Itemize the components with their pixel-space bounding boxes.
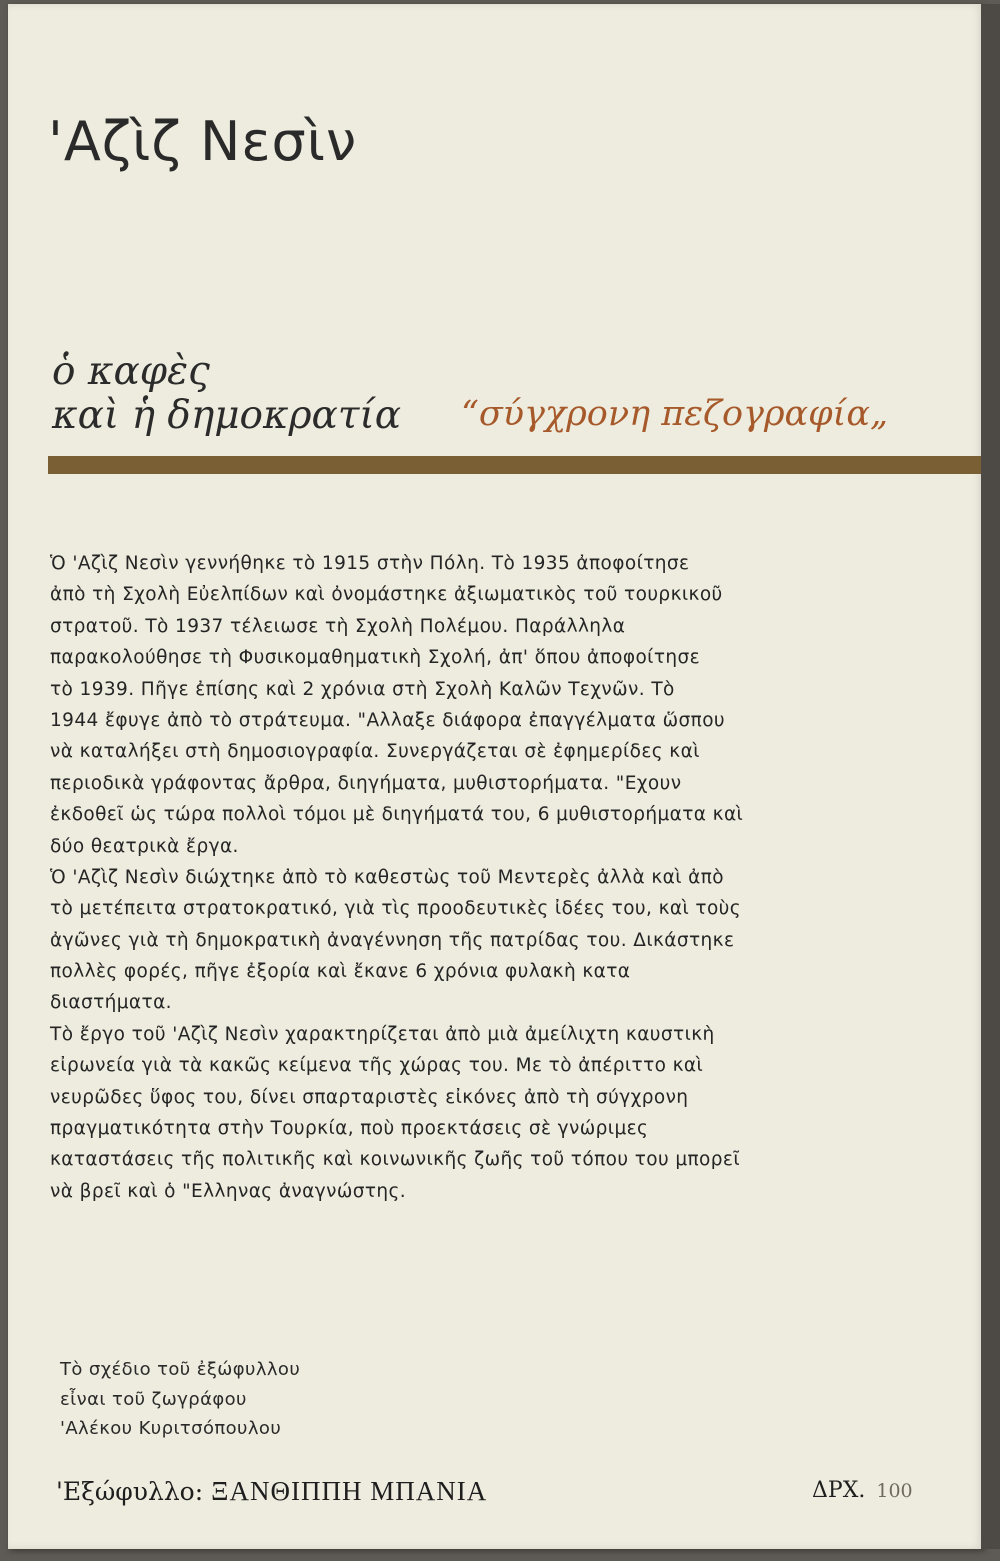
bio-line: τὸ 1939. Πῆγε ἐπίσης καὶ 2 χρόνια στὴ Σχολὴ Καλῶν Τεχνῶν. Τὸ bbox=[50, 678, 675, 700]
bio-line: περιοδικὰ γράφοντας ἄρθρα, διηγήματα, μυθιστορήματα. "Εχουν bbox=[50, 772, 682, 794]
bio-line: Ὁ 'Αζὶζ Νεσὶν διώχτηκε ἀπὸ τὸ καθεστὼς τοῦ Μεντερὲς ἀλλὰ καὶ ἀπὸ bbox=[50, 866, 725, 888]
bio-line: νὰ βρεῖ καὶ ὁ "Ελληνας ἀναγνώστης. bbox=[50, 1180, 407, 1202]
bio-line: ἀγῶνες γιὰ τὴ δημοκρατικὴ ἀναγέννηση τῆς πατρίδας του. Δικάστηκε bbox=[50, 929, 735, 951]
bio-line: καταστάσεις τῆς πολιτικῆς καὶ κοινωνικῆς ζωῆς τοῦ τόπου του μπορεῖ bbox=[50, 1149, 740, 1171]
illustration-credit bbox=[60, 1355, 300, 1444]
cover-credit-label: 'Εξώφυλλο: bbox=[56, 1477, 204, 1506]
price-amount: 100 bbox=[876, 1480, 913, 1502]
bio-line: ἀπὸ τὴ Σχολὴ Εὐελπίδων καὶ ὀνομάστηκε ἀξιωματικὸς τοῦ τουρκικοῦ bbox=[50, 584, 723, 606]
cover-design-credit bbox=[56, 1476, 487, 1507]
author-name: 'Αζὶζ Νεσὶν bbox=[48, 110, 358, 173]
bio-line: Τὸ ἔργο τοῦ 'Αζὶζ Νεσὶν χαρακτηρίζεται ἀπὸ μιὰ ἀμείλιχτη καυστικὴ bbox=[50, 1023, 715, 1045]
bio-line: Ὁ 'Αζὶζ Νεσὶν γεννήθηκε τὸ 1915 στὴν Πόλη. Τὸ 1935 ἀποφοίτησε bbox=[50, 553, 690, 574]
bio-line: παρακολούθησε τὴ Φυσικομαθηματικὴ Σχολή, ἀπ' ὅπου ἀποφοίτησε bbox=[50, 647, 701, 669]
bio-line: διαστήματα. bbox=[50, 992, 172, 1014]
price-currency: ΔΡΧ. bbox=[812, 1478, 866, 1503]
author-biography bbox=[50, 548, 955, 1207]
book-title bbox=[52, 350, 401, 438]
illustration-credit-line-2: εἶναι τοῦ ζωγράφου bbox=[60, 1388, 247, 1410]
bio-line: στρατοῦ. Τὸ 1937 τέλειωσε τὴ Σχολὴ Πολέμου. Παράλληλα bbox=[50, 615, 626, 637]
series-name: “σύγχρονη πεζογραφία„ bbox=[461, 394, 889, 434]
bio-line: πραγματικότητα στὴν Τουρκία, ποὺ προεκτάσεις σὲ γνώριμες bbox=[50, 1118, 649, 1140]
bio-line: τὸ μετέπειτα στρατοκρατικό, γιὰ τὶς προοδευτικὲς ἰδέες του, καὶ τοὺς bbox=[50, 898, 742, 920]
bio-line: εἰρωνεία γιὰ τὰ κακῶς κείμενα τῆς χώρας του. Με τὸ ἀπέριττο καὶ bbox=[50, 1055, 704, 1077]
bio-line: νευρῶδες ὕφος του, δίνει σπαρταριστὲς εἰκόνες ἀπὸ τὴ σύγχρονη bbox=[50, 1086, 689, 1108]
book-title-line-2: καὶ ἡ δημοκρατία bbox=[52, 393, 402, 438]
bio-line: δύο θεατρικὰ ἔργα. bbox=[50, 835, 239, 857]
cover-credit-artist: ΞΑΝΘΙΠΠΗ ΜΠΑΝΙΑ bbox=[211, 1476, 488, 1506]
bio-line: 1944 ἔφυγε ἀπὸ τὸ στράτευμα. "Αλλαξε διάφορα ἐπαγγέλματα ὥσπου bbox=[50, 709, 726, 731]
decorative-band bbox=[48, 456, 981, 474]
bio-line: ἐκδοθεῖ ὡς τώρα πολλοὶ τόμοι μὲ διηγήματά του, 6 μυθιστορήματα καὶ bbox=[50, 804, 744, 826]
price-label bbox=[812, 1478, 913, 1503]
illustration-credit-line-3: 'Αλέκου Κυριτσόπουλου bbox=[60, 1418, 282, 1439]
spine-edge bbox=[981, 4, 1000, 1549]
illustration-credit-line-1: Τὸ σχέδιο τοῦ ἐξώφυλλου bbox=[60, 1359, 301, 1380]
bio-line: πολλὲς φορές, πῆγε ἐξορία καὶ ἔκανε 6 χρόνια φυλακὴ κατα bbox=[50, 961, 631, 983]
book-title-line-1: ὁ καφὲς bbox=[52, 349, 210, 394]
bio-line: νὰ καταλήξει στὴ δημοσιογραφία. Συνεργάζεται σὲ ἐφημερίδες καὶ bbox=[50, 741, 700, 763]
